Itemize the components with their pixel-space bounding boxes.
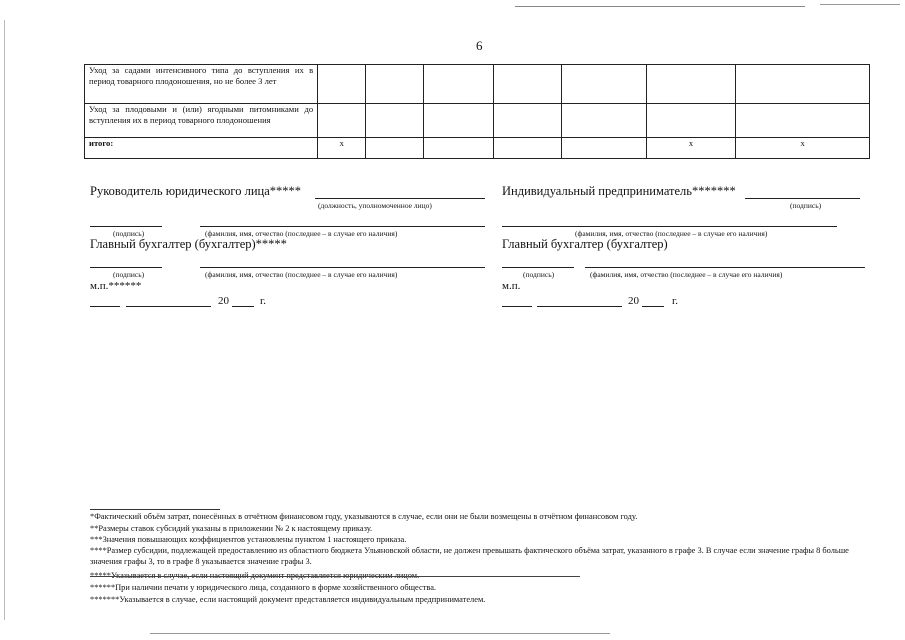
table-cell xyxy=(494,138,562,159)
date-year-right: 20 xyxy=(628,295,639,307)
footnote-item: **Размеры ставок субсидий указаны в приложении № 2 к настоящему приказу. xyxy=(90,524,373,533)
date-month-line-left xyxy=(126,306,211,307)
total-label: итого: xyxy=(85,138,318,159)
table-cell xyxy=(562,138,646,159)
table-cell xyxy=(494,104,562,138)
date-year-line-right xyxy=(642,306,664,307)
footnote-item: *******Указывается в случае, если настоящий документ представляется индивидуальным предпринимателем. xyxy=(90,595,486,604)
seal-mark-left: м.п.****** xyxy=(90,280,142,292)
table-cell xyxy=(366,138,423,159)
date-suffix-left: г. xyxy=(260,295,267,307)
table-cell xyxy=(423,65,493,104)
date-suffix-right: г. xyxy=(672,295,679,307)
table-cell xyxy=(318,65,366,104)
strike-through-artifact xyxy=(90,576,580,577)
table-cell xyxy=(562,104,646,138)
footnote-item: ****Размер субсидии, подлежащей предоставлению из областного бюджета Ульяновской области, не должен превышать фактического объёма затрат, указанного в графе 3. В случае если значение графы 8 больше значения графы 3, то в графе 8 указывается значение графы 3. xyxy=(90,546,849,566)
row-label: Уход за садами интенсивного типа до вступления их в период товарного плодоношения, но не более 3 лет xyxy=(85,65,318,104)
table-cell: x xyxy=(646,138,735,159)
seal-mark-right: м.п. xyxy=(502,280,521,292)
signature-caption-left: (подпись) xyxy=(113,229,145,238)
footnote-item: *Фактический объём затрат, понесённых в отчётном финансовом году, указываются в случае, если они не были возмещены в отчётном финансовом году. xyxy=(90,512,638,521)
date-day-line-right xyxy=(502,306,532,307)
scan-edge-left xyxy=(4,20,5,620)
name-caption-right-2: (фамилия, имя, отчество (последнее – в случае его наличия) xyxy=(590,270,783,279)
name-line-left xyxy=(200,226,485,227)
position-caption: (должность, уполномоченное лицо) xyxy=(318,201,432,210)
date-day-line-left xyxy=(90,306,120,307)
name-caption-left: (фамилия, имя, отчество (последнее – в случае его наличия) xyxy=(205,229,398,238)
row-label: Уход за плодовыми и (или) ягодными питомниками до вступления их в период товарного плодоношения xyxy=(85,104,318,138)
date-month-line-right xyxy=(537,306,622,307)
table-cell xyxy=(736,65,870,104)
table-cell xyxy=(646,104,735,138)
table-cell xyxy=(318,104,366,138)
table-cell xyxy=(494,65,562,104)
scan-line-top xyxy=(515,6,805,7)
accountant-title-right: Главный бухгалтер (бухгалтер) xyxy=(502,237,668,251)
name-line-left-2 xyxy=(200,267,485,268)
page-number: 6 xyxy=(476,38,483,53)
table-cell xyxy=(423,104,493,138)
table-cell xyxy=(646,65,735,104)
table-row xyxy=(85,65,870,104)
table-cell xyxy=(366,65,423,104)
signature-line-left-2 xyxy=(90,267,162,268)
name-caption-left-2: (фамилия, имя, отчество (последнее – в случае его наличия) xyxy=(205,270,398,279)
table-row xyxy=(85,104,870,138)
table-row-total xyxy=(85,138,870,159)
position-line xyxy=(315,198,485,199)
signature-caption-right: (подпись) xyxy=(790,201,822,210)
signature-caption-right-2: (подпись) xyxy=(523,270,555,279)
scan-line-bottom xyxy=(150,633,610,634)
accountant-title-left: Главный бухгалтер (бухгалтер)***** xyxy=(90,237,287,251)
head-title-right: Индивидуальный предприниматель******* xyxy=(502,184,736,198)
footnote-separator xyxy=(90,509,220,510)
table-cell xyxy=(562,65,646,104)
name-line-right-2 xyxy=(585,267,865,268)
signature-line-right-2 xyxy=(502,267,574,268)
footnote-item: ******При наличии печати у юридического лица, созданного в форме хозяйственного общества. xyxy=(90,583,437,592)
scan-line-top-right xyxy=(820,4,900,5)
head-title-left: Руководитель юридического лица***** xyxy=(90,184,302,198)
subsidy-table xyxy=(84,64,870,159)
name-caption-right: (фамилия, имя, отчество (последнее – в случае его наличия) xyxy=(575,229,768,238)
table-cell: x xyxy=(736,138,870,159)
date-year-line-left xyxy=(232,306,254,307)
signature-line-left xyxy=(90,226,162,227)
footnote-item: ***Значения повышающих коэффициентов установлены пунктом 1 настоящего приказа. xyxy=(90,535,407,544)
name-line-right xyxy=(502,226,837,227)
signature-caption-left-2: (подпись) xyxy=(113,270,145,279)
date-year-left: 20 xyxy=(218,295,229,307)
table-cell: x xyxy=(318,138,366,159)
table-cell xyxy=(736,104,870,138)
table-cell xyxy=(366,104,423,138)
table-cell xyxy=(423,138,493,159)
signature-line-right xyxy=(745,198,860,199)
